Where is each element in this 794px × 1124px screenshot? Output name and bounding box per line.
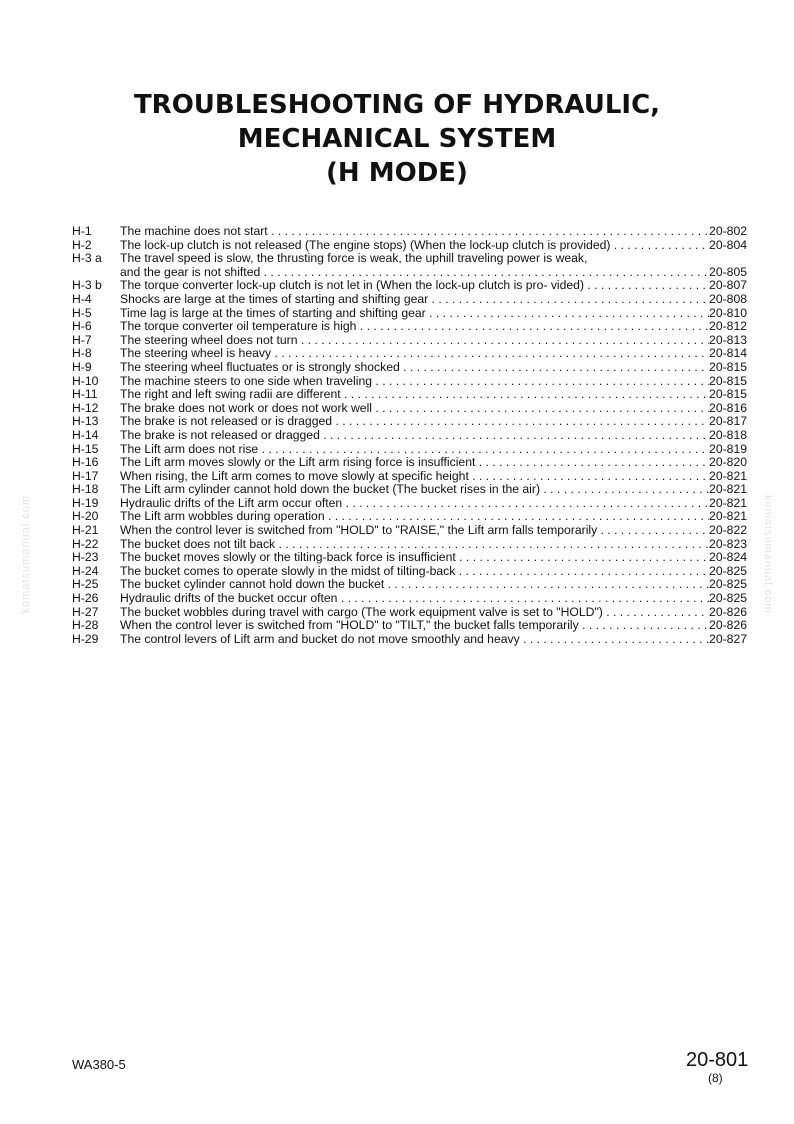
toc-code: H-14 <box>72 427 99 442</box>
toc-code: H-25 <box>72 577 99 592</box>
toc-row <box>72 388 747 402</box>
toc-row <box>72 361 747 375</box>
toc-row <box>72 307 747 321</box>
toc-entry-text: The lock-up clutch is not released (The engine stops) (When the lock-up clutch is provided) . . . <box>120 239 709 253</box>
toc-row <box>72 538 747 552</box>
title-line-3: (H MODE) <box>326 158 468 188</box>
toc-code: H-20 <box>72 509 99 524</box>
toc-row <box>72 443 747 457</box>
watermark-left: komatsumanual.com <box>20 495 32 614</box>
toc-page-ref: 20-808 <box>709 291 747 306</box>
toc-entry-text: The torque converter oil temperature is high . . . <box>120 320 709 334</box>
toc-row <box>72 565 747 579</box>
toc-entry-text: Hydraulic drifts of the bucket occur often . . . <box>120 592 709 606</box>
toc-page-ref: 20-804 <box>709 237 747 252</box>
toc-page-ref: 20-821 <box>709 495 747 510</box>
toc-page-ref: 20-822 <box>709 523 747 538</box>
toc-page-ref: 20-814 <box>709 346 747 361</box>
toc-entry-text: Time lag is large at the times of starting and shifting gear . . . <box>120 307 709 321</box>
toc-entry-text: The machine does not start . . . <box>120 225 709 239</box>
toc-row <box>72 415 747 429</box>
toc-page-ref: 20-820 <box>709 455 747 470</box>
toc-entry-text: The steering wheel is heavy . . . <box>120 347 709 361</box>
toc-row <box>72 266 747 280</box>
toc-row <box>72 402 747 416</box>
toc-code: H-10 <box>72 373 99 388</box>
toc-code: H-12 <box>72 400 99 415</box>
toc-page-ref: 20-821 <box>709 509 747 524</box>
watermark-right: komatsumanual.com <box>762 495 774 614</box>
toc-page-ref: 20-823 <box>709 536 747 551</box>
toc-row <box>72 347 747 361</box>
toc-entry-text: When the control lever is switched from "HOLD" to "TILT," the bucket falls temporarily . . . <box>120 619 709 633</box>
toc-entry-text: The brake is not released or dragged . . . <box>120 429 709 443</box>
toc-code: H-13 <box>72 414 99 429</box>
toc-row <box>72 524 747 538</box>
toc-code: H-3 b <box>72 278 102 293</box>
toc-page-ref: 20-825 <box>709 577 747 592</box>
toc-row <box>72 497 747 511</box>
title-line-2: MECHANICAL SYSTEM <box>237 124 557 154</box>
page-title <box>0 88 794 190</box>
toc-page-ref: 20-812 <box>709 319 747 334</box>
toc-row <box>72 334 747 348</box>
toc-entry-text: The Lift arm wobbles during operation . . . <box>120 510 709 524</box>
title-line-1: TROUBLESHOOTING OF HYDRAULIC, <box>133 90 661 120</box>
toc-page-ref: 20-815 <box>709 387 747 402</box>
toc-entry-text: The machine steers to one side when traveling . . . <box>120 375 709 389</box>
toc-page-ref: 20-815 <box>709 359 747 374</box>
toc-code: H-17 <box>72 468 99 483</box>
footer-revision: (8) <box>708 1071 723 1085</box>
toc-row <box>72 619 747 633</box>
toc-code: H-24 <box>72 563 99 578</box>
toc-row <box>72 225 747 239</box>
toc-entry-text: The control levers of Lift arm and bucket do not move smoothly and heavy . . . <box>120 633 709 647</box>
toc-entry-text: The Lift arm moves slowly or the Lift arm rising force is insufficient . . . <box>120 456 709 470</box>
toc-code: H-15 <box>72 441 99 456</box>
toc-page-ref: 20-807 <box>709 278 747 293</box>
toc-row <box>72 456 747 470</box>
toc-code: H-7 <box>72 332 92 347</box>
toc-entry-text: The bucket comes to operate slowly in the midst of tilting-back . . . <box>120 565 709 579</box>
toc-row <box>72 606 747 620</box>
toc-entry-text: The brake does not work or does not work well . . . <box>120 402 709 416</box>
toc-row <box>72 592 747 606</box>
toc-entry-text: and the gear is not shifted . . . <box>120 266 709 280</box>
toc-row <box>72 252 747 266</box>
toc-entry-text: The brake is not released or is dragged . . . <box>120 415 709 429</box>
toc-page-ref: 20-817 <box>709 414 747 429</box>
toc-page-ref: 20-813 <box>709 332 747 347</box>
toc-code: H-26 <box>72 591 99 606</box>
toc-entry-text: The Lift arm cylinder cannot hold down the bucket (The bucket rises in the air) . . . <box>120 483 709 497</box>
toc-entry-text: The steering wheel fluctuates or is strongly shocked . . . <box>120 361 709 375</box>
toc-row <box>72 375 747 389</box>
toc-code: H-28 <box>72 618 99 633</box>
toc-page-ref: 20-821 <box>709 482 747 497</box>
toc-page-ref: 20-815 <box>709 373 747 388</box>
toc-page-ref: 20-826 <box>709 618 747 633</box>
toc-page-ref: 20-818 <box>709 427 747 442</box>
toc-entry-text: When the control lever is switched from "HOLD" to "RAISE," the Lift arm falls temporarily . . . <box>120 524 709 538</box>
toc-entry-text: Shocks are large at the times of starting and shifting gear . . . <box>120 293 709 307</box>
toc-code: H-1 <box>72 224 92 238</box>
toc-entry-text: The bucket cylinder cannot hold down the bucket . . . <box>120 578 709 592</box>
toc-entry-text: The bucket moves slowly or the tilting-back force is insufficient . . . <box>120 551 709 565</box>
toc-entry-text: The bucket does not tilt back . . . <box>120 538 709 552</box>
toc-code: H-9 <box>72 359 92 374</box>
toc-entry-text: The travel speed is slow, the thrusting force is weak, the uphill traveling power is weak, <box>120 252 588 266</box>
toc-entry-text: The right and left swing radii are different . . . <box>120 388 709 402</box>
toc-row <box>72 320 747 334</box>
toc-row <box>72 578 747 592</box>
toc-code: H-5 <box>72 305 92 320</box>
table-of-contents <box>72 225 747 646</box>
toc-code: H-16 <box>72 455 99 470</box>
toc-row <box>72 239 747 253</box>
toc-code: H-4 <box>72 291 92 306</box>
toc-code: H-22 <box>72 536 99 551</box>
toc-row <box>72 510 747 524</box>
toc-page-ref: 20-802 <box>709 224 747 238</box>
toc-entry-text: The steering wheel does not turn . . . <box>120 334 709 348</box>
toc-code: H-21 <box>72 523 99 538</box>
toc-row <box>72 279 747 293</box>
toc-code: H-2 <box>72 237 92 252</box>
toc-page-ref: 20-827 <box>709 631 747 646</box>
toc-entry-text: The torque converter lock-up clutch is not let in (When the lock-up clutch is pro- vided) . . . <box>120 279 709 293</box>
toc-code: H-18 <box>72 482 99 497</box>
toc-page-ref: 20-816 <box>709 400 747 415</box>
toc-row <box>72 470 747 484</box>
toc-entry-text: When rising, the Lift arm comes to move slowly at specific height . . . <box>120 470 709 484</box>
footer-page-number: 20-801 <box>686 1049 749 1071</box>
toc-entry-text: The bucket wobbles during travel with cargo (The work equipment valve is set to "HOLD") . . . <box>120 606 709 620</box>
toc-page-ref: 20-824 <box>709 550 747 565</box>
toc-page-ref: 20-825 <box>709 563 747 578</box>
toc-row <box>72 293 747 307</box>
footer-model: WA380-5 <box>72 1057 126 1072</box>
toc-code: H-23 <box>72 550 99 565</box>
toc-row <box>72 551 747 565</box>
toc-code: H-27 <box>72 604 99 619</box>
toc-page-ref: 20-805 <box>709 264 747 279</box>
toc-code: H-19 <box>72 495 99 510</box>
toc-row <box>72 633 747 647</box>
toc-row <box>72 483 747 497</box>
toc-code: H-11 <box>72 387 98 402</box>
toc-code: H-3 a <box>72 251 102 266</box>
toc-page-ref: 20-826 <box>709 604 747 619</box>
toc-entry-text: The Lift arm does not rise . . . <box>120 443 709 457</box>
toc-code: H-6 <box>72 319 92 334</box>
toc-page-ref: 20-821 <box>709 468 747 483</box>
toc-page-ref: 20-825 <box>709 591 747 606</box>
toc-page-ref: 20-810 <box>709 305 747 320</box>
toc-entry-text: Hydraulic drifts of the Lift arm occur often . . . <box>120 497 709 511</box>
toc-code: H-8 <box>72 346 92 361</box>
toc-code: H-29 <box>72 631 99 646</box>
toc-row <box>72 429 747 443</box>
toc-page-ref: 20-819 <box>709 441 747 456</box>
